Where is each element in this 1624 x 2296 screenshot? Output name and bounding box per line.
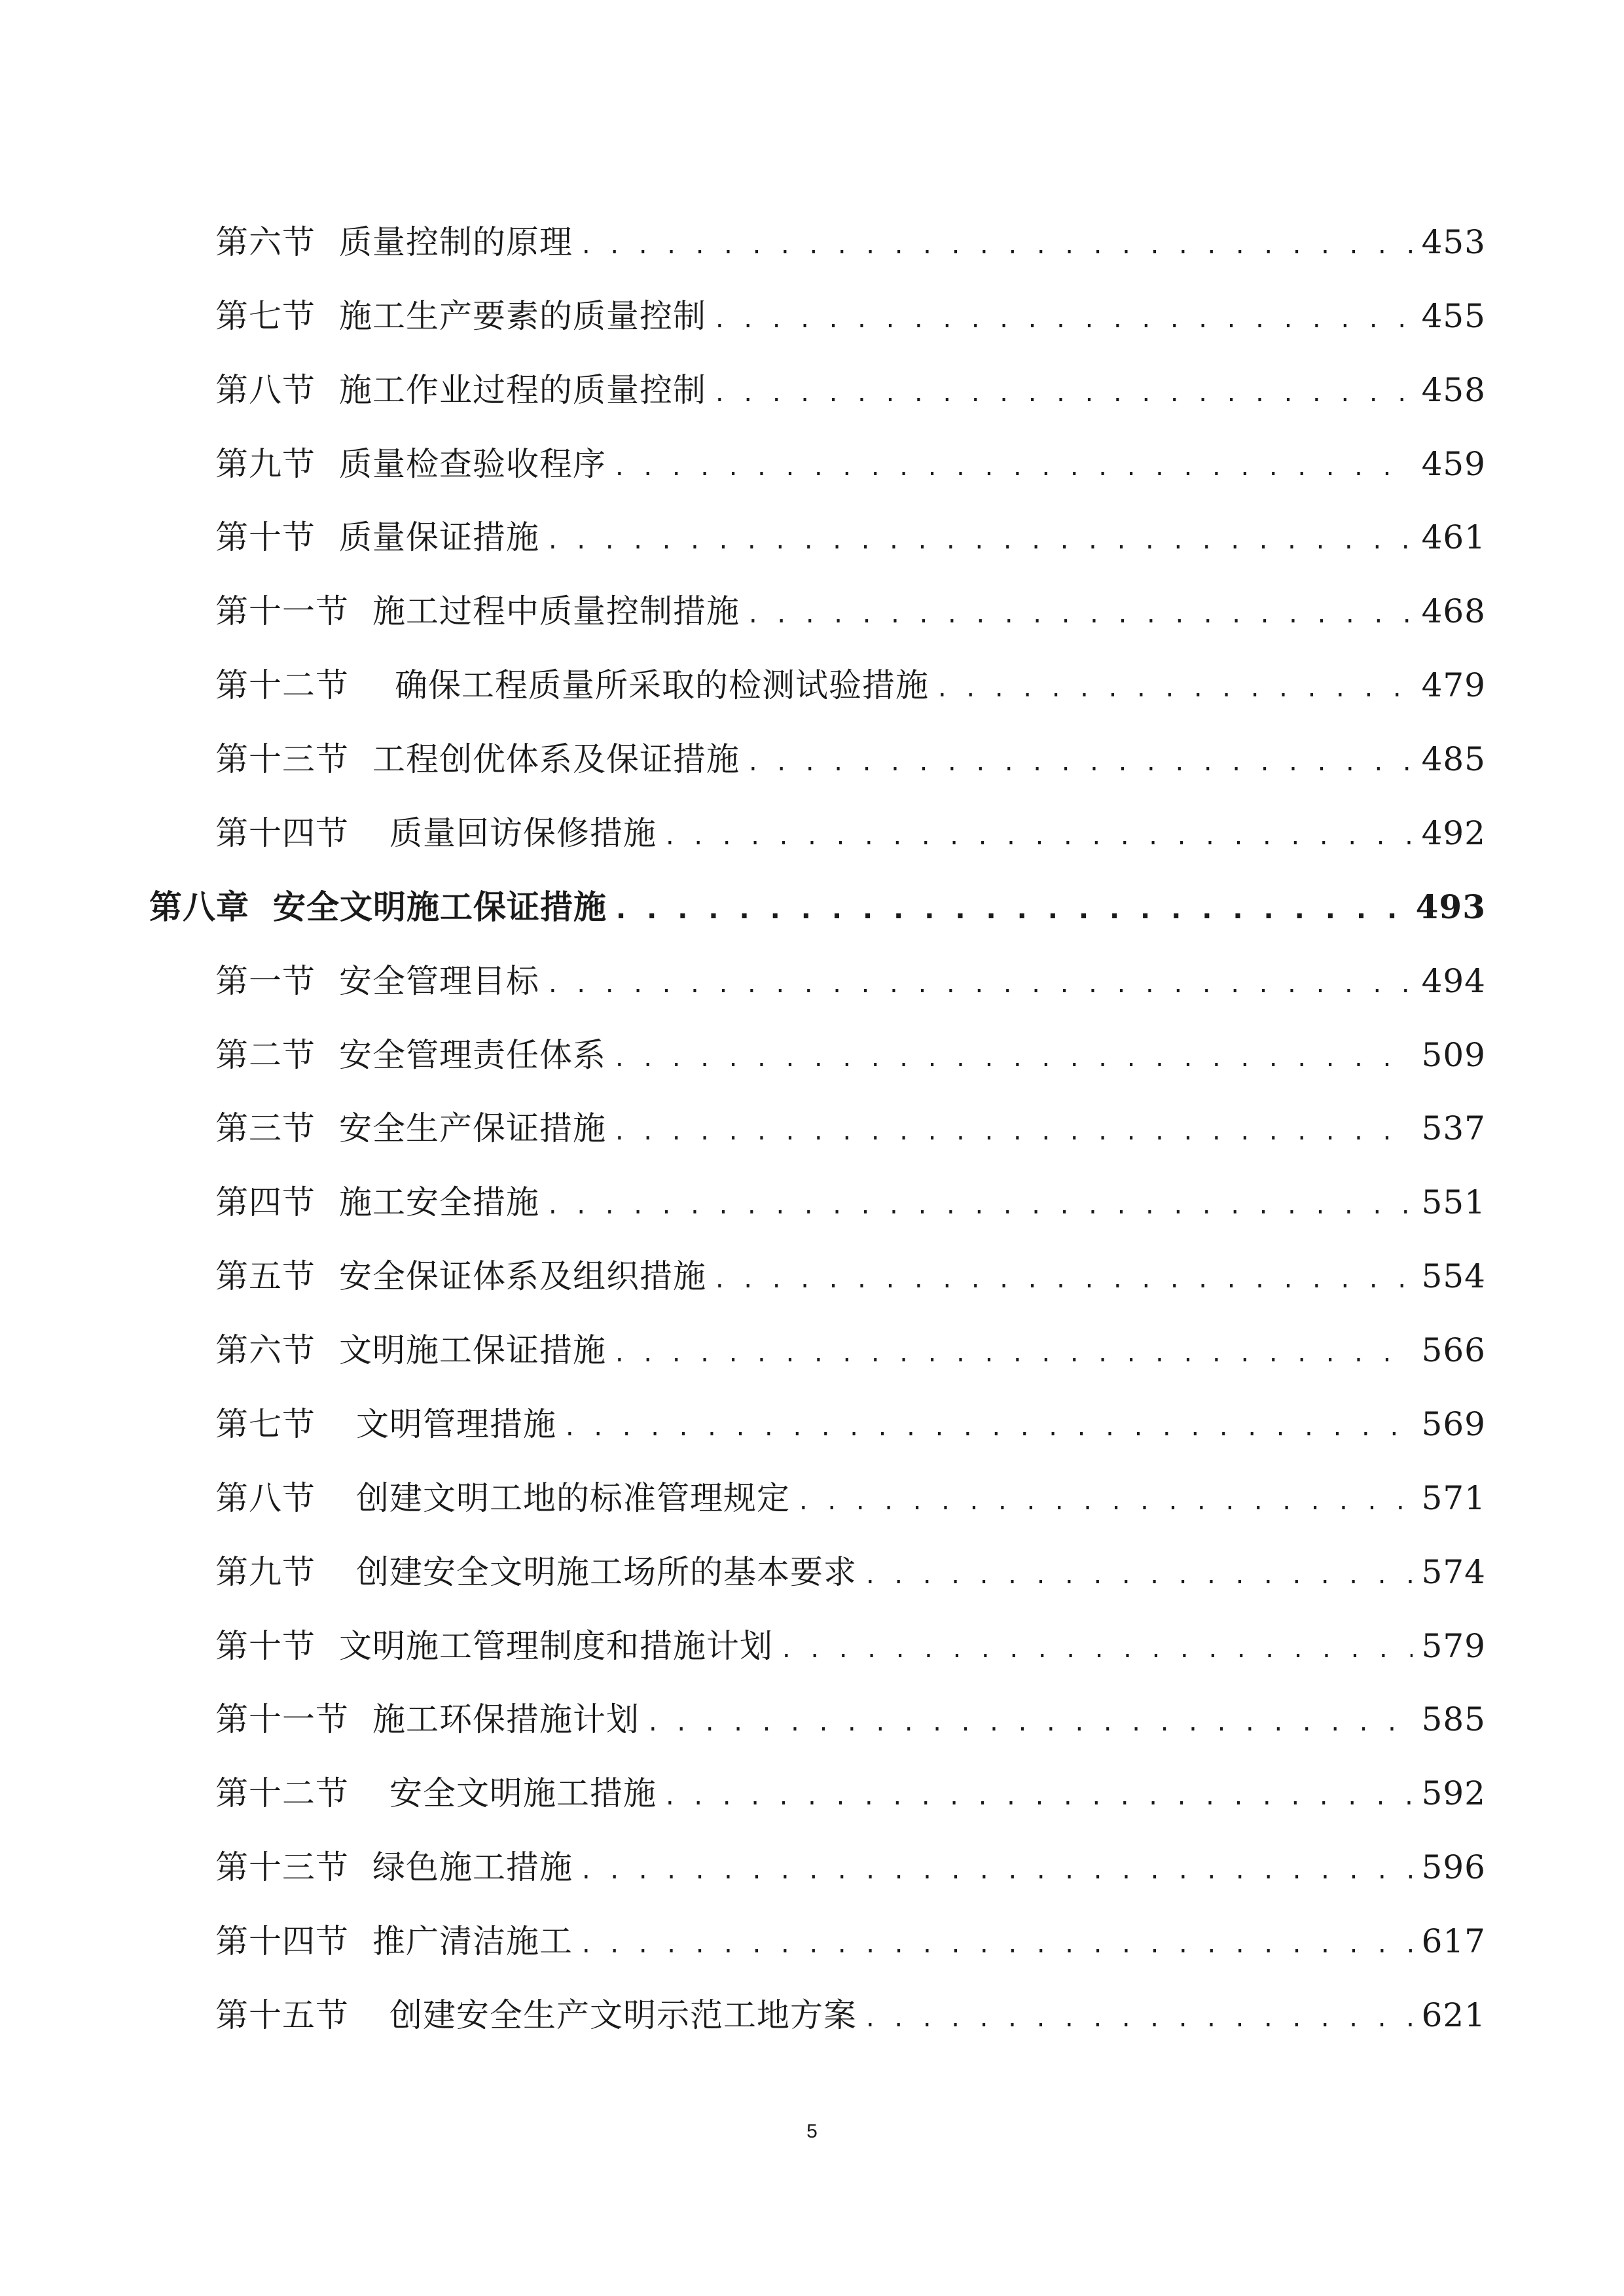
toc-entry[interactable] xyxy=(215,1250,1486,1302)
toc-entry-title: 确保工程质量所采取的检测试验措施 xyxy=(395,666,929,704)
toc-entry[interactable] xyxy=(215,1472,1486,1524)
toc-entry-page: 579 xyxy=(1421,1627,1486,1665)
toc-entry-title: 文明管理措施 xyxy=(356,1405,556,1443)
toc-entry[interactable] xyxy=(215,955,1486,1007)
toc-entry-label: 第十节 xyxy=(215,518,316,556)
toc-entry-page: 596 xyxy=(1421,1848,1486,1886)
toc-dot-leader xyxy=(615,1105,1413,1157)
toc-entry-page: 459 xyxy=(1421,445,1486,483)
toc-entry[interactable] xyxy=(215,807,1486,859)
toc-entry-page: 509 xyxy=(1421,1036,1486,1074)
toc-dot-leader xyxy=(749,588,1413,640)
toc-dot-leader xyxy=(749,736,1413,788)
toc-entry-title: 质量保证措施 xyxy=(339,518,539,556)
toc-entry-label: 第八章 xyxy=(149,888,249,926)
page-number: 5 xyxy=(806,2121,818,2142)
toc-entry[interactable] xyxy=(215,1398,1486,1450)
toc-entry-page: 585 xyxy=(1421,1700,1486,1738)
toc-entry[interactable] xyxy=(215,1915,1486,1967)
toc-dot-leader xyxy=(715,1253,1413,1305)
toc-entry[interactable] xyxy=(215,511,1486,564)
toc-entry[interactable] xyxy=(215,659,1486,711)
toc-entry-page: 554 xyxy=(1421,1257,1486,1295)
toc-dot-leader xyxy=(866,1992,1413,2044)
toc-entry[interactable] xyxy=(215,1767,1486,1820)
toc-dot-leader xyxy=(582,1918,1413,1970)
toc-entry-page: 551 xyxy=(1421,1183,1486,1221)
toc-entry-title: 创建安全文明施工场所的基本要求 xyxy=(356,1553,857,1591)
toc-entry-label: 第二节 xyxy=(215,1036,316,1074)
toc-entry-title: 安全管理目标 xyxy=(339,962,539,1000)
toc-dot-leader xyxy=(549,1179,1413,1231)
toc-entry[interactable] xyxy=(215,1029,1486,1081)
toc-dot-leader xyxy=(566,1401,1413,1453)
toc-dot-leader xyxy=(715,293,1413,345)
toc-entry-page: 494 xyxy=(1421,962,1486,1000)
toc-entry-title: 质量回访保修措施 xyxy=(389,814,657,852)
toc-dot-leader xyxy=(549,514,1413,566)
toc-entry-page: 621 xyxy=(1421,1996,1486,2034)
toc-entry-label: 第三节 xyxy=(215,1109,316,1147)
toc-entry[interactable] xyxy=(215,1102,1486,1155)
toc-entry-label: 第九节 xyxy=(215,1553,316,1591)
toc-entry[interactable] xyxy=(215,1324,1486,1376)
toc-dot-leader xyxy=(582,1844,1413,1896)
toc-dot-leader xyxy=(715,367,1413,419)
toc-entry-page: 617 xyxy=(1421,1922,1486,1960)
toc-entry-label: 第八节 xyxy=(215,1479,316,1517)
toc-entry-title: 安全生产保证措施 xyxy=(339,1109,606,1147)
toc-entry-page: 468 xyxy=(1421,592,1486,630)
toc-dot-leader xyxy=(616,884,1407,936)
toc-dot-leader xyxy=(866,1549,1413,1601)
toc-entry-label: 第四节 xyxy=(215,1183,316,1221)
toc-entry-page: 461 xyxy=(1421,518,1486,556)
toc-dot-leader xyxy=(549,958,1413,1010)
toc-entry-label: 第一节 xyxy=(215,962,316,1000)
toc-entry-title: 安全文明施工措施 xyxy=(389,1774,657,1812)
toc-entry-label: 第十节 xyxy=(215,1627,316,1665)
toc-entry-label: 第十一节 xyxy=(215,592,349,630)
toc-entry-title: 质量检查验收程序 xyxy=(339,445,606,483)
toc-entry-page: 571 xyxy=(1421,1479,1486,1517)
toc-entry-label: 第十四节 xyxy=(215,814,349,852)
toc-entry-title: 安全保证体系及组织措施 xyxy=(339,1257,706,1295)
toc-entry-title: 绿色施工措施 xyxy=(372,1848,573,1886)
toc-chapter-entry[interactable] xyxy=(149,881,1486,933)
toc-entry-title: 安全管理责任体系 xyxy=(339,1036,606,1074)
toc-entry-label: 第十五节 xyxy=(215,1996,349,2034)
toc-entry-label: 第七节 xyxy=(215,1405,316,1443)
toc-entry[interactable] xyxy=(215,1989,1486,2041)
toc-entry[interactable] xyxy=(215,585,1486,637)
toc-entry-label: 第十四节 xyxy=(215,1922,349,1960)
toc-dot-leader xyxy=(782,1623,1413,1675)
toc-entry-title: 质量控制的原理 xyxy=(339,223,573,261)
toc-entry-title: 施工生产要素的质量控制 xyxy=(339,297,706,335)
toc-entry-page: 458 xyxy=(1421,371,1486,409)
toc-entry-title: 推广清洁施工 xyxy=(372,1922,573,1960)
toc-entry-page: 492 xyxy=(1421,814,1486,852)
toc-entry[interactable] xyxy=(215,364,1486,416)
toc-entry-label: 第六节 xyxy=(215,223,316,261)
toc-dot-leader xyxy=(615,440,1413,493)
toc-entry-page: 455 xyxy=(1421,297,1486,335)
toc-entry[interactable] xyxy=(215,290,1486,342)
toc-dot-leader xyxy=(649,1696,1413,1748)
toc-entry-page: 574 xyxy=(1421,1553,1486,1591)
toc-entry-label: 第十二节 xyxy=(215,1774,349,1812)
toc-entry-page: 537 xyxy=(1421,1109,1486,1147)
toc-entry[interactable] xyxy=(215,1176,1486,1229)
toc-entry-label: 第十三节 xyxy=(215,740,349,778)
toc-entry-title: 文明施工保证措施 xyxy=(339,1331,606,1369)
toc-entry[interactable] xyxy=(215,1546,1486,1598)
toc-dot-leader xyxy=(615,1327,1413,1379)
toc-entry[interactable] xyxy=(215,1693,1486,1746)
toc-entry-label: 第五节 xyxy=(215,1257,316,1295)
toc-entry-page: 485 xyxy=(1421,740,1486,778)
toc-entry-title: 文明施工管理制度和措施计划 xyxy=(339,1627,773,1665)
toc-entry[interactable] xyxy=(215,1841,1486,1893)
toc-dot-leader xyxy=(582,219,1413,271)
toc-entry-title: 安全文明施工保证措施 xyxy=(273,888,607,926)
toc-entry-label: 第七节 xyxy=(215,297,316,335)
toc-dot-leader xyxy=(666,1770,1413,1822)
toc-entry-label: 第十三节 xyxy=(215,1848,349,1886)
toc-entry-label: 第十二节 xyxy=(215,666,349,704)
toc-dot-leader xyxy=(615,1031,1413,1084)
toc-entry-title: 创建文明工地的标准管理规定 xyxy=(356,1479,790,1517)
toc-entry-title: 施工作业过程的质量控制 xyxy=(339,371,706,409)
toc-entry-label: 第十一节 xyxy=(215,1700,349,1738)
toc-entry-title: 创建安全生产文明示范工地方案 xyxy=(389,1996,857,2034)
toc-entry-page: 493 xyxy=(1415,888,1486,926)
toc-entry[interactable] xyxy=(215,733,1486,785)
toc-entry-label: 第九节 xyxy=(215,445,316,483)
toc-entry-title: 施工安全措施 xyxy=(339,1183,539,1221)
toc-entry-title: 工程创优体系及保证措施 xyxy=(372,740,740,778)
toc-dot-leader xyxy=(938,662,1413,714)
toc-entry-page: 479 xyxy=(1421,666,1486,704)
toc-entry-page: 569 xyxy=(1421,1405,1486,1443)
toc-entry-title: 施工过程中质量控制措施 xyxy=(372,592,740,630)
toc-entry-label: 第八节 xyxy=(215,371,316,409)
toc-entry[interactable] xyxy=(215,216,1486,268)
toc-entry-page: 453 xyxy=(1421,223,1486,261)
toc-entry-page: 566 xyxy=(1421,1331,1486,1369)
toc-dot-leader xyxy=(666,810,1413,862)
toc-entry-title: 施工环保措施计划 xyxy=(372,1700,640,1738)
toc-dot-leader xyxy=(799,1475,1413,1527)
toc-entry[interactable] xyxy=(215,438,1486,490)
toc-entry[interactable] xyxy=(215,1620,1486,1672)
toc-entry-label: 第六节 xyxy=(215,1331,316,1369)
toc-entry-page: 592 xyxy=(1421,1774,1486,1812)
